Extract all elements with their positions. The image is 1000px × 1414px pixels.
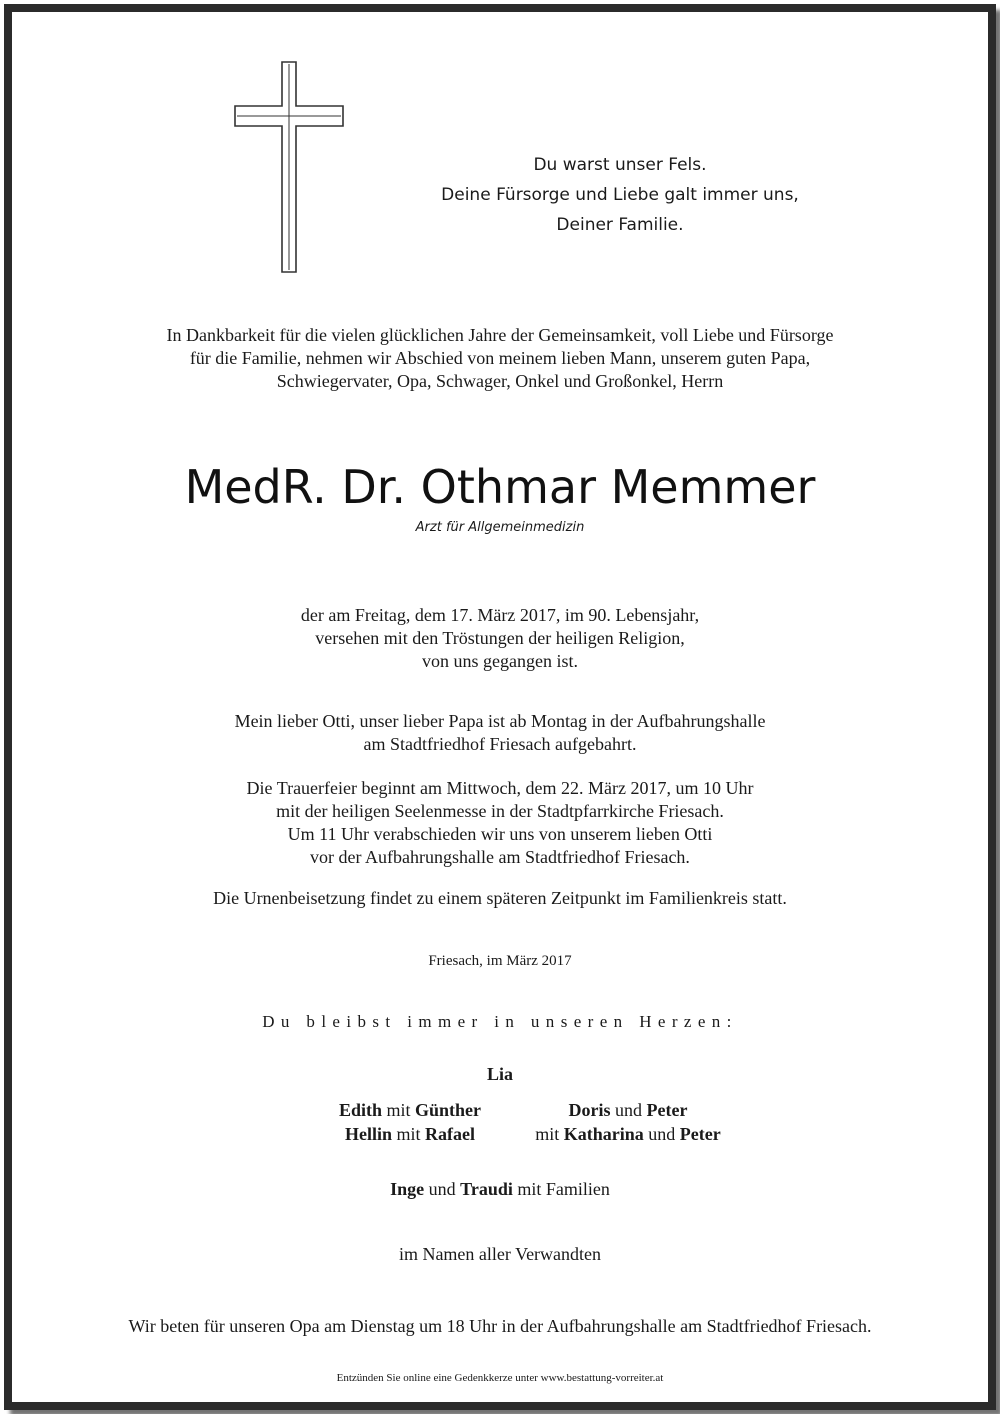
ceremony-line: Um 11 Uhr verabschieden wir uns von unserem lieben Otti bbox=[287, 824, 713, 844]
death-notice-line: versehen mit den Tröstungen der heiligen Religion, bbox=[315, 628, 685, 648]
family-row bbox=[300, 1098, 520, 1122]
heart-line: Du bleibst immer in unseren Herzen: bbox=[262, 1012, 738, 1031]
motto-quote bbox=[420, 150, 820, 240]
family-name: Peter bbox=[679, 1124, 721, 1144]
family-name: Rafael bbox=[425, 1124, 475, 1144]
family-name: Traudi bbox=[460, 1179, 513, 1199]
ceremony-notice bbox=[0, 777, 1000, 869]
family-name: Inge bbox=[390, 1179, 425, 1199]
laying-out-line: am Stadtfriedhof Friesach aufgebahrt. bbox=[363, 734, 637, 754]
family-column-right bbox=[518, 1098, 738, 1146]
family-name: Hellin bbox=[344, 1124, 392, 1144]
family-conjunction: und bbox=[648, 1124, 676, 1144]
intro-line: Schwiegervater, Opa, Schwager, Onkel und Großonkel, Herrn bbox=[276, 371, 724, 391]
family-name: Edith bbox=[338, 1100, 382, 1120]
family-name: Peter bbox=[646, 1100, 688, 1120]
family-suffix: mit Familien bbox=[517, 1179, 610, 1199]
motto-line: Du warst unser Fels. bbox=[533, 155, 707, 175]
cross-icon bbox=[232, 60, 346, 274]
relatives-line: im Namen aller Verwandten bbox=[398, 1244, 602, 1264]
family-name: Doris bbox=[568, 1100, 611, 1120]
laying-out-notice bbox=[0, 710, 1000, 756]
prayer-notice: Wir beten für unseren Opa am Dienstag um 18 Uhr in der Aufbahrungshalle am Stadtfriedhof Friesach. bbox=[128, 1316, 872, 1336]
ceremony-line: vor der Aufbahrungshalle am Stadtfriedhof Friesach. bbox=[310, 847, 690, 867]
intro-line: In Dankbarkeit für die vielen glücklichen Jahre der Gemeinsamkeit, voll Liebe und Fürsorge bbox=[166, 325, 834, 345]
death-notice-line: der am Freitag, dem 17. März 2017, im 90. Lebensjahr, bbox=[300, 605, 700, 625]
family-lia bbox=[0, 1062, 1000, 1086]
family-row bbox=[518, 1122, 738, 1146]
family-row bbox=[300, 1122, 520, 1146]
family-column-left bbox=[300, 1098, 520, 1146]
urn-burial-notice: Die Urnenbeisetzung findet zu einem späteren Zeitpunkt im Familienkreis statt. bbox=[213, 888, 787, 908]
family-conjunction: mit bbox=[386, 1100, 411, 1120]
death-notice-line: von uns gegangen ist. bbox=[422, 651, 578, 671]
laying-out-line: Mein lieber Otti, unser lieber Papa ist ab Montag in der Aufbahrungshalle bbox=[234, 711, 766, 731]
family-conjunction: mit bbox=[396, 1124, 421, 1144]
death-notice bbox=[0, 604, 1000, 673]
family-name: Lia bbox=[486, 1064, 513, 1084]
motto-line: Deiner Familie. bbox=[556, 215, 684, 235]
place-date: Friesach, im März 2017 bbox=[428, 953, 572, 969]
family-inge-row bbox=[0, 1177, 1000, 1201]
intro-paragraph bbox=[0, 324, 1000, 393]
motto-line: Deine Fürsorge und Liebe galt immer uns, bbox=[441, 185, 799, 205]
family-name: Günther bbox=[415, 1100, 482, 1120]
family-conjunction: und bbox=[428, 1179, 456, 1199]
ceremony-line: mit der heiligen Seelenmesse in der Stadtpfarrkirche Friesach. bbox=[276, 801, 724, 821]
deceased-profession: Arzt für Allgemeinmedizin bbox=[415, 520, 585, 535]
ceremony-line: Die Trauerfeier beginnt am Mittwoch, dem 22. März 2017, um 10 Uhr bbox=[246, 778, 754, 798]
family-row bbox=[518, 1098, 738, 1122]
family-conjunction: und bbox=[615, 1100, 643, 1120]
family-conjunction: mit bbox=[535, 1124, 560, 1144]
deceased-name: MedR. Dr. Othmar Memmer bbox=[184, 460, 816, 514]
footer-candle-link: Entzünden Sie online eine Gedenkkerze unter www.bestattung-vorreiter.at bbox=[336, 1372, 664, 1384]
intro-line: für die Familie, nehmen wir Abschied von meinem lieben Mann, unserem guten Papa, bbox=[189, 348, 811, 368]
family-name: Katharina bbox=[563, 1124, 644, 1144]
